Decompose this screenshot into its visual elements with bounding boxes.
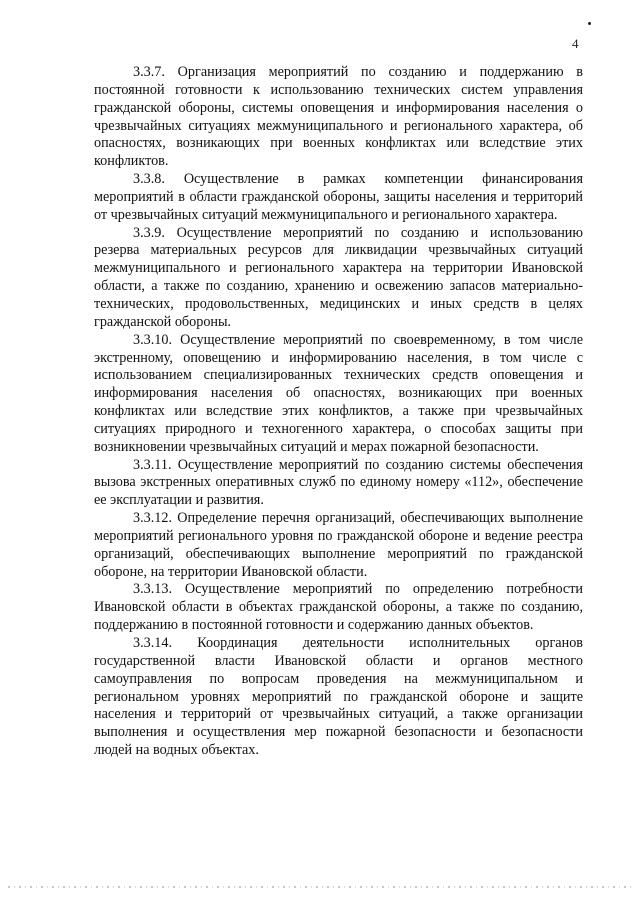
paragraph-3-3-11: 3.3.11. Осуществление мероприятий по созданию системы обеспечения вызова экстренных оперативных служб по единому номеру «112», обеспечение ее эксплуатации и развития. [94,456,583,509]
paragraph-3-3-14: 3.3.14. Координация деятельности исполнительных органов государственной власти Ивановской области и органов местного самоуправления по вопросам проведения на межмуниципальном и региональном уровнях мероприятий по гражданской обороне и защите населения и территорий от чрезвычайных ситуаций, а также организации выполнения и осуществления мер пожарной безопасности и безопасности людей на водных объектах. [94,635,583,759]
scan-speck [588,22,591,25]
paragraph-3-3-9: 3.3.9. Осуществление мероприятий по созданию и использованию резерва материальных ресурсов для ликвидации чрезвычайных ситуаций межмуниципального и регионального характера на территории Ивановской области, а также по созданию, хранению и освежению запасов материально-технических, продовольственных, медицинских и иных средств в целях гражданской обороны. [94,224,583,330]
paragraph-3-3-10: 3.3.10. Осуществление мероприятий по своевременному, в том числе экстренному, оповещению и информированию населения, в том числе с использованием специализированных технических средств оповещения и информирования населения об опасностях, возникающих при военных конфликтах или вследствие этих конфликтов, а также при чрезвычайных ситуациях природного и техногенного характера, о способах защиты при возникновении чрезвычайных ситуаций и мерах пожарной безопасности. [94,331,583,455]
scan-artifact-line [8,886,632,888]
paragraph-3-3-12: 3.3.12. Определение перечня организаций, обеспечивающих выполнение мероприятий регионального уровня по гражданской обороне и ведение реестра организаций, обеспечивающих выполнение мероприятий по гражданской обороне, на территории Ивановской области. [94,510,583,580]
paragraph-3-3-13: 3.3.13. Осуществление мероприятий по определению потребности Ивановской области в объектах гражданской обороны, а также по созданию, поддержанию в постоянной готовности и содержанию данных объектов. [94,581,583,634]
page-number: 4 [572,36,579,51]
paragraph-3-3-7: 3.3.7. Организация мероприятий по созданию и поддержанию в постоянной готовности к использованию технических систем управления гражданской обороны, системы оповещения и информирования населения о чрезвычайных ситуациях межмуниципального и регионального характера, об опасностях, возникающих при военных конфликтах или вследствие этих конфликтов. [94,64,583,170]
paragraph-3-3-8: 3.3.8. Осуществление в рамках компетенции финансирования мероприятий в области гражданской обороны, защиты населения и территорий от чрезвычайных ситуаций межмуниципального и регионального характера. [94,171,583,223]
document-body [94,64,583,760]
